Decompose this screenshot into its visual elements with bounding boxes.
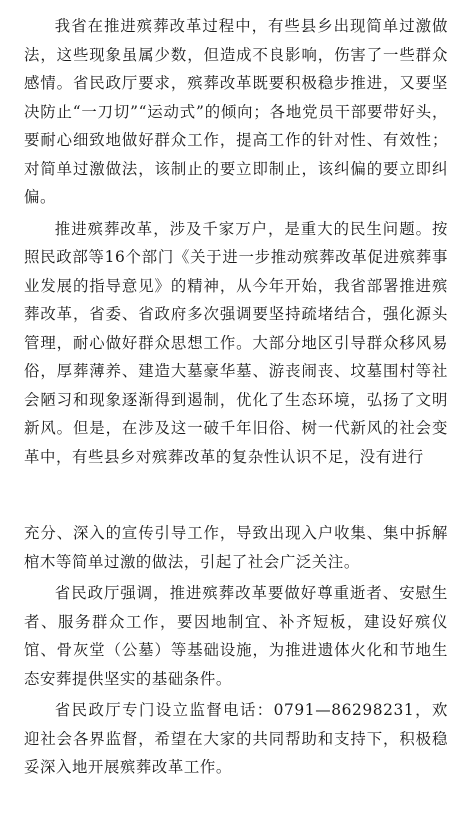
paragraph-requirements: 省民政厅强调，推进殡葬改革要做好尊重逝者、安慰生者、服务群众工作，要因地制宜、补齐短板，建设好殡仪馆、骨灰堂（公墓）等基础设施，为推进遗体火化和节地生态安葬提供坚实的基础条件。 bbox=[24, 584, 448, 688]
paragraph-background: 推进殡葬改革，涉及千家万户，是重大的民生问题。按照民政部等16个部门《关于进一步推动殡葬改革促进殡葬事业发展的指导意见》的精神，从今年开始，我省部署推进殡葬改革，省委、省政府多次强调要坚持疏堵结合，强化源头管理，耐心做好群众思想工作。大部分地区引导群众移风易俗，厚葬薄养、建造大墓豪华墓、游丧闹丧、坟墓围村等社会陋习和现象逐渐得到遏制，优化了生态环境，弘扬了文明新风。但是，在涉及这一破千年旧俗、树一代新风的社会变革中，有些县乡对殡葬改革的复杂性认识不足，没有进行 bbox=[24, 219, 448, 466]
paragraph-continuation: 充分、深入的宣传引导工作，导致出现入户收集、集中拆解棺木等简单过激的做法，引起了社会广泛关注。 bbox=[24, 524, 448, 571]
paragraph-gap bbox=[24, 471, 448, 519]
paragraph-intro: 我省在推进殡葬改革过程中，有些县乡出现简单过激做法，这些现象虽属少数，但造成不良影响，伤害了一些群众感情。省民政厅要求，殡葬改革既要积极稳步推进，又要坚决防止“一刀切”“运动式”的倾向；各地党员干部要带好头，要耐心细致地做好群众工作，提高工作的针对性、有效性；对简单过激做法，该制止的要立即制止，该纠偏的要立即纠偏。 bbox=[24, 17, 448, 206]
paragraph-hotline: 省民政厅专门设立监督电话：0791—86298231，欢迎社会各界监督，希望在大家的共同帮助和支持下，积极稳妥深入地开展殡葬改革工作。 bbox=[24, 701, 448, 776]
